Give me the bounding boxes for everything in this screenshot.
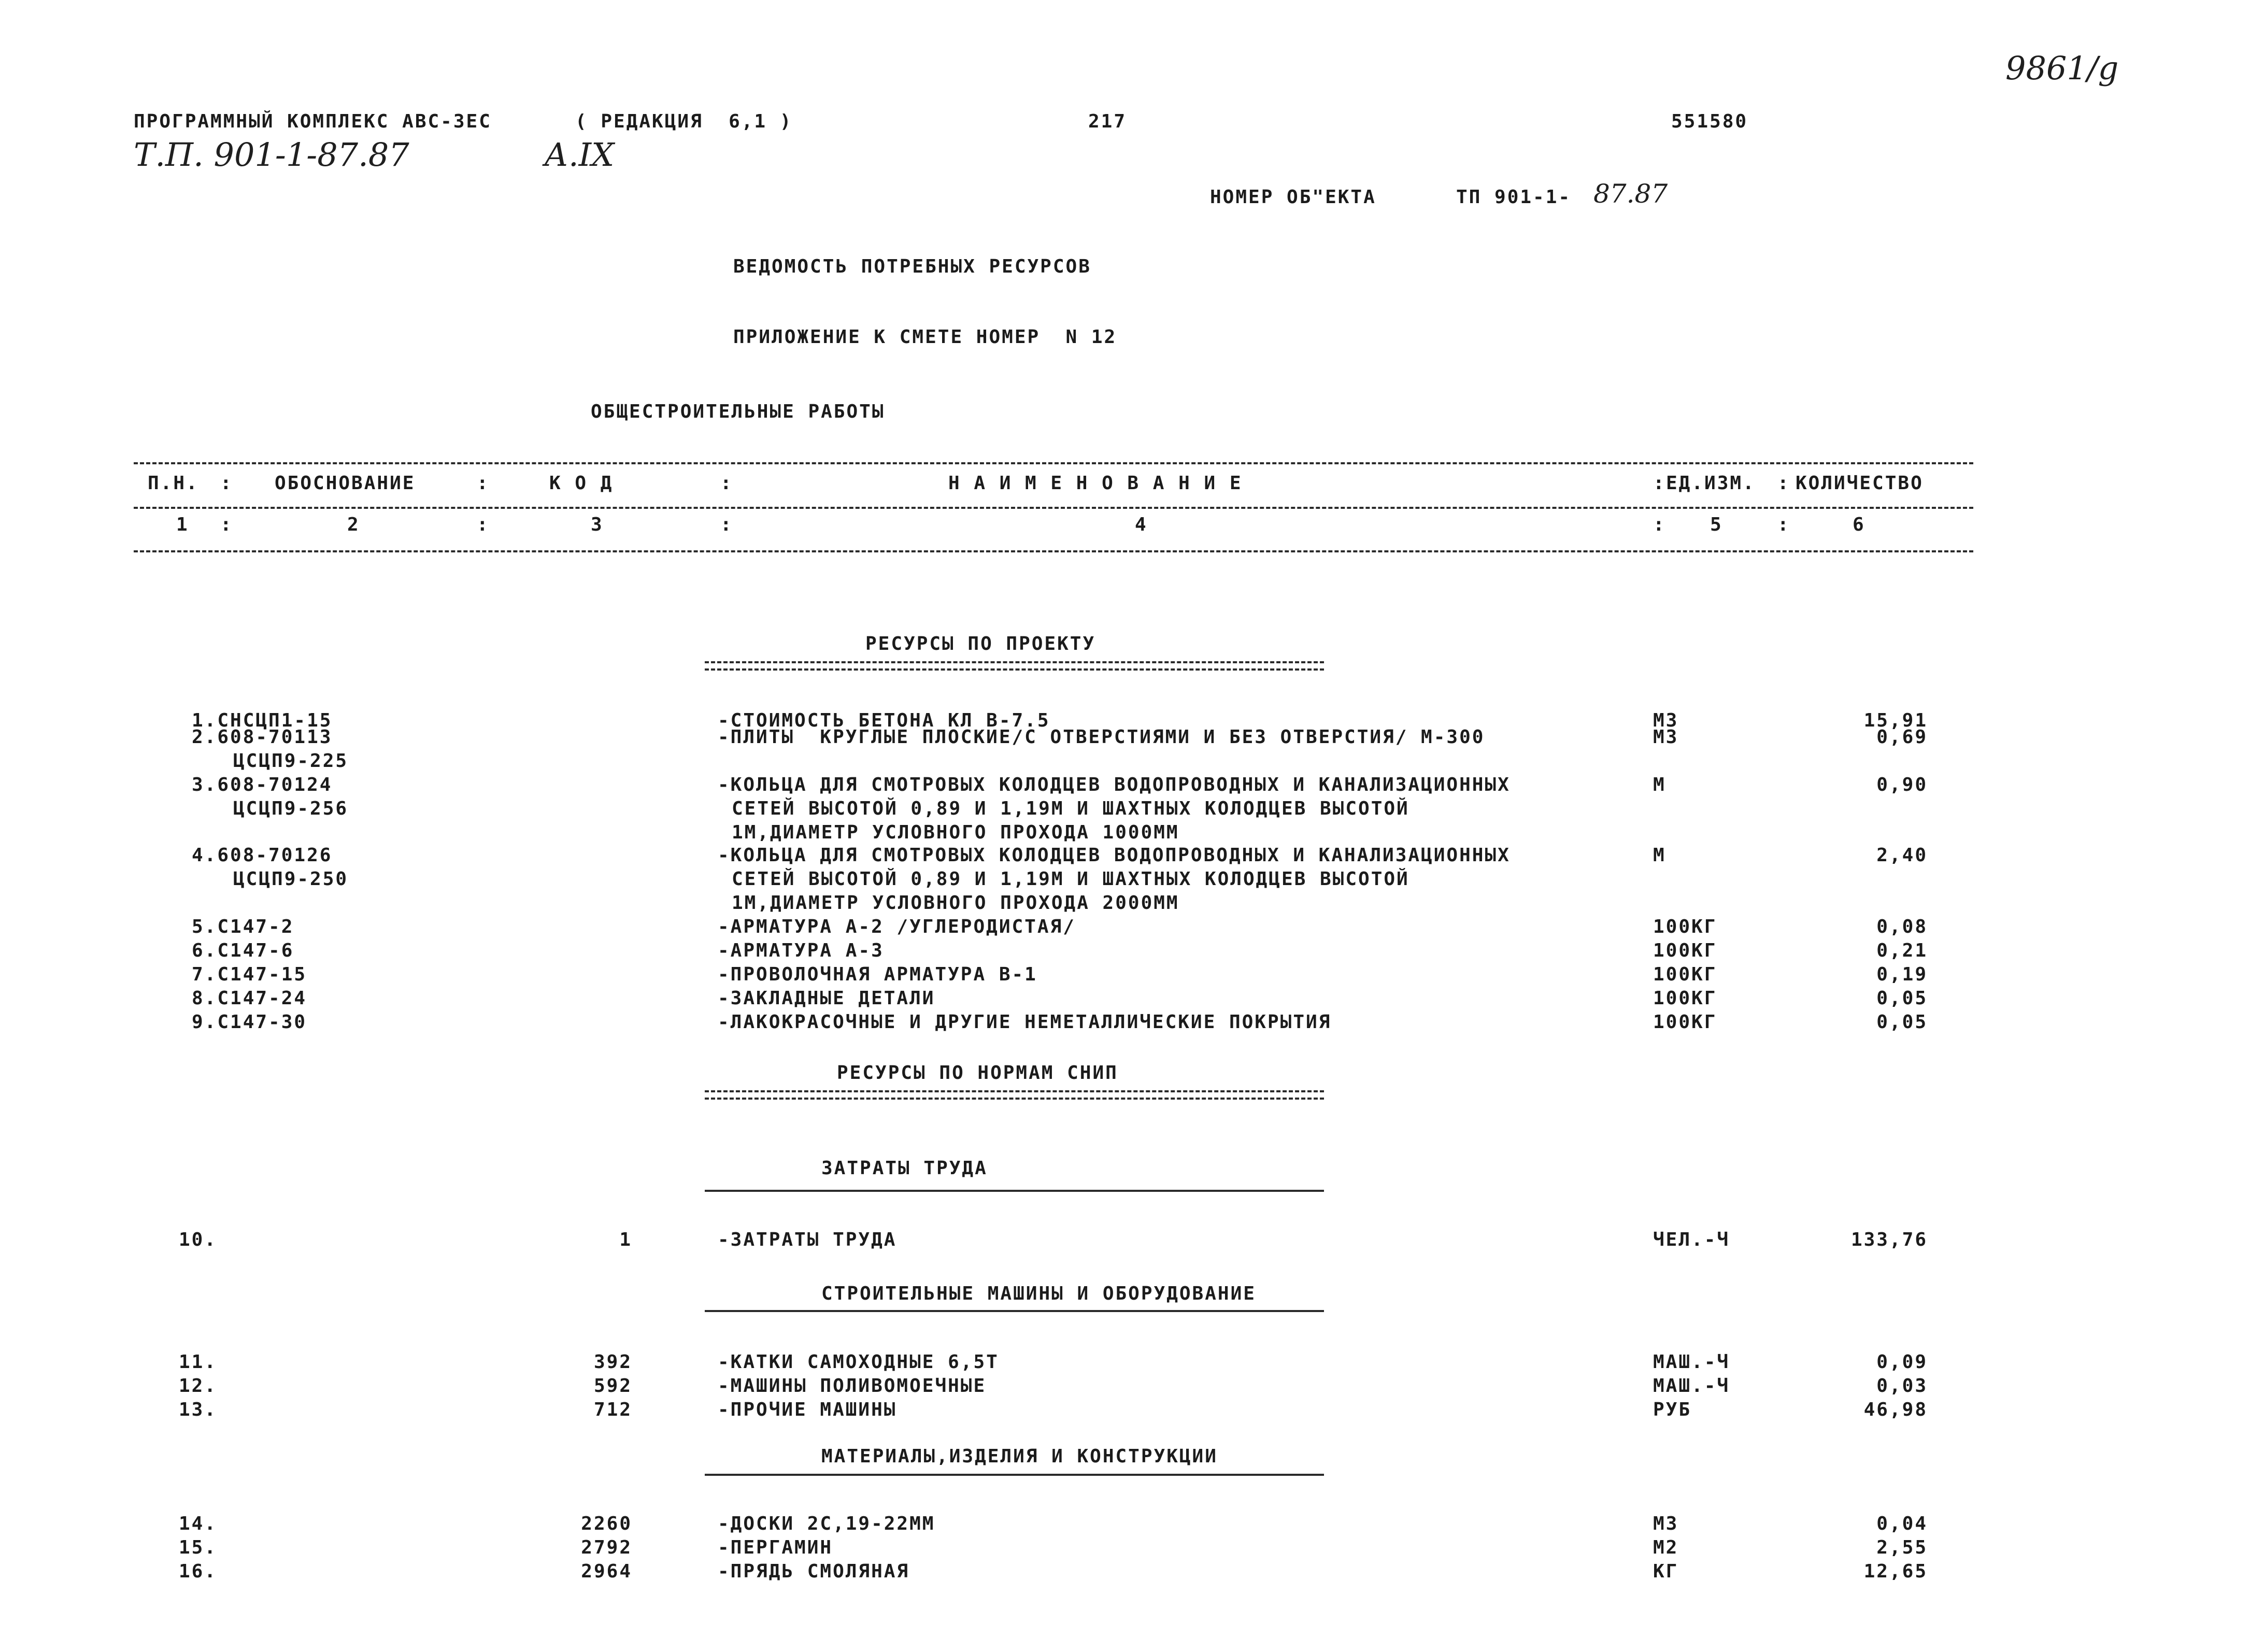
machine-row-number: 12. [179,1375,218,1397]
project-row-name: -КОЛЬЦА ДЛЯ СМОТРОВЫХ КОЛОДЦЕВ ВОДОПРОВОДНЫХ И КАНАЛИЗАЦИОННЫХ [718,774,1511,795]
material-row-name: -ПЕРГАМИН [718,1537,833,1558]
col-header-code: К О Д [549,473,614,494]
project-row-justification: 1.СНСЦП1-15 [192,710,333,731]
project-row-quantity: 0,69 [1876,727,1928,748]
col-header-unit: ЕД.ИЗМ. [1666,473,1756,494]
project-row-name: 1М,ДИАМЕТР УСЛОВНОГО ПРОХОДА 2000ММ [732,892,1179,914]
section-rule-labor [705,1190,1324,1192]
labor-row-unit: ЧЕЛ.-Ч [1653,1229,1730,1250]
project-row-quantity: 0,90 [1876,774,1928,795]
col-header-name: Н А И М Е Н О В А Н И Е [948,473,1243,494]
material-row-quantity: 12,65 [1863,1561,1928,1582]
document-code: 551580 [1671,111,1748,132]
machine-row-quantity: 46,98 [1863,1399,1928,1420]
material-row-unit: КГ [1653,1561,1679,1582]
material-row-number: 15. [179,1537,218,1558]
project-row-justification: 4.608-70126 [192,845,333,866]
machine-row-name: -КАТКИ САМОХОДНЫЕ 6,5Т [718,1351,999,1373]
project-row-quantity: 0,05 [1876,988,1928,1009]
section-title-snip: РЕСУРСЫ ПО НОРМАМ СНИП [837,1062,1118,1084]
material-row-number: 14. [179,1513,218,1534]
col-number-sep: : [720,514,733,535]
section-rule-project-2 [705,668,1324,671]
works-section-title: ОБЩЕСТРОИТЕЛЬНЫЕ РАБОТЫ [591,401,885,422]
labor-row-code: 1 [619,1229,632,1250]
project-row-justification: 5.С147-2 [192,916,294,937]
material-row-number: 16. [179,1561,218,1582]
col-number-5: 5 [1710,514,1723,535]
section-rule-snip-2 [705,1098,1324,1100]
machine-row-quantity: 0,03 [1876,1375,1928,1397]
machine-row-unit: РУБ [1653,1399,1692,1420]
handwritten-album-number: А.IX [544,136,615,174]
col-header-justification: ОБОСНОВАНИЕ [275,473,416,494]
section-rule-machines [705,1310,1324,1312]
project-row-justification: ЦСЦП9-225 [233,750,349,772]
labor-row-quantity: 133,76 [1850,1229,1928,1250]
section-title-project: РЕСУРСЫ ПО ПРОЕКТУ [865,633,1096,654]
project-row-name: -КОЛЬЦА ДЛЯ СМОТРОВЫХ КОЛОДЦЕВ ВОДОПРОВОДНЫХ И КАНАЛИЗАЦИОННЫХ [718,845,1511,866]
project-row-name: СЕТЕЙ ВЫСОТОЙ 0,89 И 1,19М И ШАХТНЫХ КОЛОДЦЕВ ВЫСОТОЙ [732,868,1409,890]
header-rule-mid [134,507,1973,509]
project-row-name: -ЗАКЛАДНЫЕ ДЕТАЛИ [718,988,935,1009]
project-row-name: -ПРОВОЛОЧНАЯ АРМАТУРА В-1 [718,964,1037,985]
col-number-sep: : [1653,514,1666,535]
project-row-name: -ЛАКОКРАСОЧНЫЕ И ДРУГИЕ НЕМЕТАЛЛИЧЕСКИЕ ПОКРЫТИЯ [718,1012,1332,1033]
material-row-quantity: 2,55 [1876,1537,1928,1558]
col-number-3: 3 [591,514,604,535]
section-title-machines: СТРОИТЕЛЬНЫЕ МАШИНЫ И ОБОРУДОВАНИЕ [821,1283,1256,1304]
project-row-quantity: 0,19 [1876,964,1928,985]
project-row-unit: М [1653,845,1666,866]
machine-row-quantity: 0,09 [1876,1351,1928,1373]
project-row-unit: М3 [1653,727,1679,748]
handwritten-project-number: Т.П. 901-1-87.87 [134,136,409,174]
project-row-quantity: 15,91 [1863,710,1928,731]
col-number-2: 2 [347,514,360,535]
col-header-sep: : [1653,473,1666,494]
project-row-name: -АРМАТУРА А-2 /УГЛЕРОДИСТАЯ/ [718,916,1076,937]
col-number-6: 6 [1853,514,1866,535]
labor-row-name: -ЗАТРАТЫ ТРУДА [718,1229,897,1250]
project-row-unit: 100КГ [1653,964,1717,985]
labor-row-number: 10. [179,1229,218,1250]
project-row-unit: 100КГ [1653,1012,1717,1033]
section-rule-materials [705,1474,1324,1476]
col-header-quantity: КОЛИЧЕСТВО [1796,473,1924,494]
machine-row-unit: МАШ.-Ч [1653,1375,1730,1397]
material-row-code: 2260 [581,1513,632,1534]
col-number-sep: : [1777,514,1790,535]
col-number-1: 1 [176,514,189,535]
section-rule-project-1 [705,661,1324,663]
machine-row-number: 11. [179,1351,218,1373]
project-row-quantity: 0,08 [1876,916,1928,937]
object-value: ТП 901-1- [1456,187,1572,208]
section-title-materials: МАТЕРИАЛЫ,ИЗДЕЛИЯ И КОНСТРУКЦИИ [821,1446,1218,1467]
program-edition: ( РЕДАКЦИЯ 6,1 ) [575,111,793,132]
project-row-unit: 100КГ [1653,916,1717,937]
machine-row-name: -МАШИНЫ ПОЛИВОМОЕЧНЫЕ [718,1375,987,1397]
project-row-name: -СТОИМОСТЬ БЕТОНА КЛ В-7.5 [718,710,1050,731]
material-row-code: 2792 [581,1537,632,1558]
col-header-sep: : [720,473,733,494]
project-row-unit: М [1653,774,1666,795]
material-row-code: 2964 [581,1561,632,1582]
material-row-name: -ПРЯДЬ СМОЛЯНАЯ [718,1561,910,1582]
col-header-pn: П.Н. [148,473,199,494]
col-number-sep: : [477,514,490,535]
col-header-sep: : [477,473,490,494]
section-rule-snip-1 [705,1090,1324,1092]
project-row-justification: ЦСЦП9-250 [233,868,349,890]
machine-row-number: 13. [179,1399,218,1420]
project-row-justification: 6.С147-6 [192,940,294,961]
project-row-justification: ЦСЦП9-256 [233,798,349,819]
appendix-title: ПРИЛОЖЕНИЕ К СМЕТЕ НОМЕР N 12 [733,326,1117,348]
machine-row-unit: МАШ.-Ч [1653,1351,1730,1373]
project-row-unit: 100КГ [1653,940,1717,961]
machine-row-name: -ПРОЧИЕ МАШИНЫ [718,1399,897,1420]
statement-title: ВЕДОМОСТЬ ПОТРЕБНЫХ РЕСУРСОВ [733,256,1091,277]
project-row-justification: 9.С147-30 [192,1012,307,1033]
machine-row-code: 712 [593,1399,632,1420]
object-label: НОМЕР ОБ"ЕКТА [1210,187,1376,208]
project-row-unit: 100КГ [1653,988,1717,1009]
machine-row-code: 392 [593,1351,632,1373]
material-row-unit: М2 [1653,1537,1679,1558]
corner-note: 9861/g [2005,49,2119,87]
header-rule-bottom [134,550,1973,552]
page-number: 217 [1088,111,1127,132]
material-row-quantity: 0,04 [1876,1513,1928,1534]
project-row-quantity: 2,40 [1876,845,1928,866]
header-rule-top [134,462,1973,464]
col-header-sep: : [220,473,233,494]
project-row-name: СЕТЕЙ ВЫСОТОЙ 0,89 И 1,19М И ШАХТНЫХ КОЛОДЦЕВ ВЫСОТОЙ [732,798,1409,819]
project-row-justification: 2.608-70113 [192,727,333,748]
project-row-unit: М3 [1653,710,1679,731]
project-row-justification: 3.608-70124 [192,774,333,795]
project-row-name: -АРМАТУРА А-3 [718,940,884,961]
project-row-justification: 8.С147-24 [192,988,307,1009]
machine-row-code: 592 [593,1375,632,1397]
project-row-name: 1М,ДИАМЕТР УСЛОВНОГО ПРОХОДА 1000ММ [732,822,1179,843]
col-number-4: 4 [1135,514,1148,535]
object-handwritten-suffix: 87.87 [1593,179,1668,209]
project-row-name: -ПЛИТЫ КРУГЛЫЕ ПЛОСКИЕ/С ОТВЕРСТИЯМИ И БЕЗ ОТВЕРСТИЯ/ М-300 [718,727,1485,748]
material-row-unit: М3 [1653,1513,1679,1534]
program-name: ПРОГРАММНЫЙ КОМПЛЕКС АВС-3ЕС [134,111,492,132]
material-row-name: -ДОСКИ 2С,19-22ММ [718,1513,935,1534]
project-row-justification: 7.С147-15 [192,964,307,985]
col-header-sep: : [1777,473,1790,494]
project-row-quantity: 0,05 [1876,1012,1928,1033]
section-title-labor: ЗАТРАТЫ ТРУДА [821,1158,988,1179]
project-row-quantity: 0,21 [1876,940,1928,961]
col-number-sep: : [220,514,233,535]
